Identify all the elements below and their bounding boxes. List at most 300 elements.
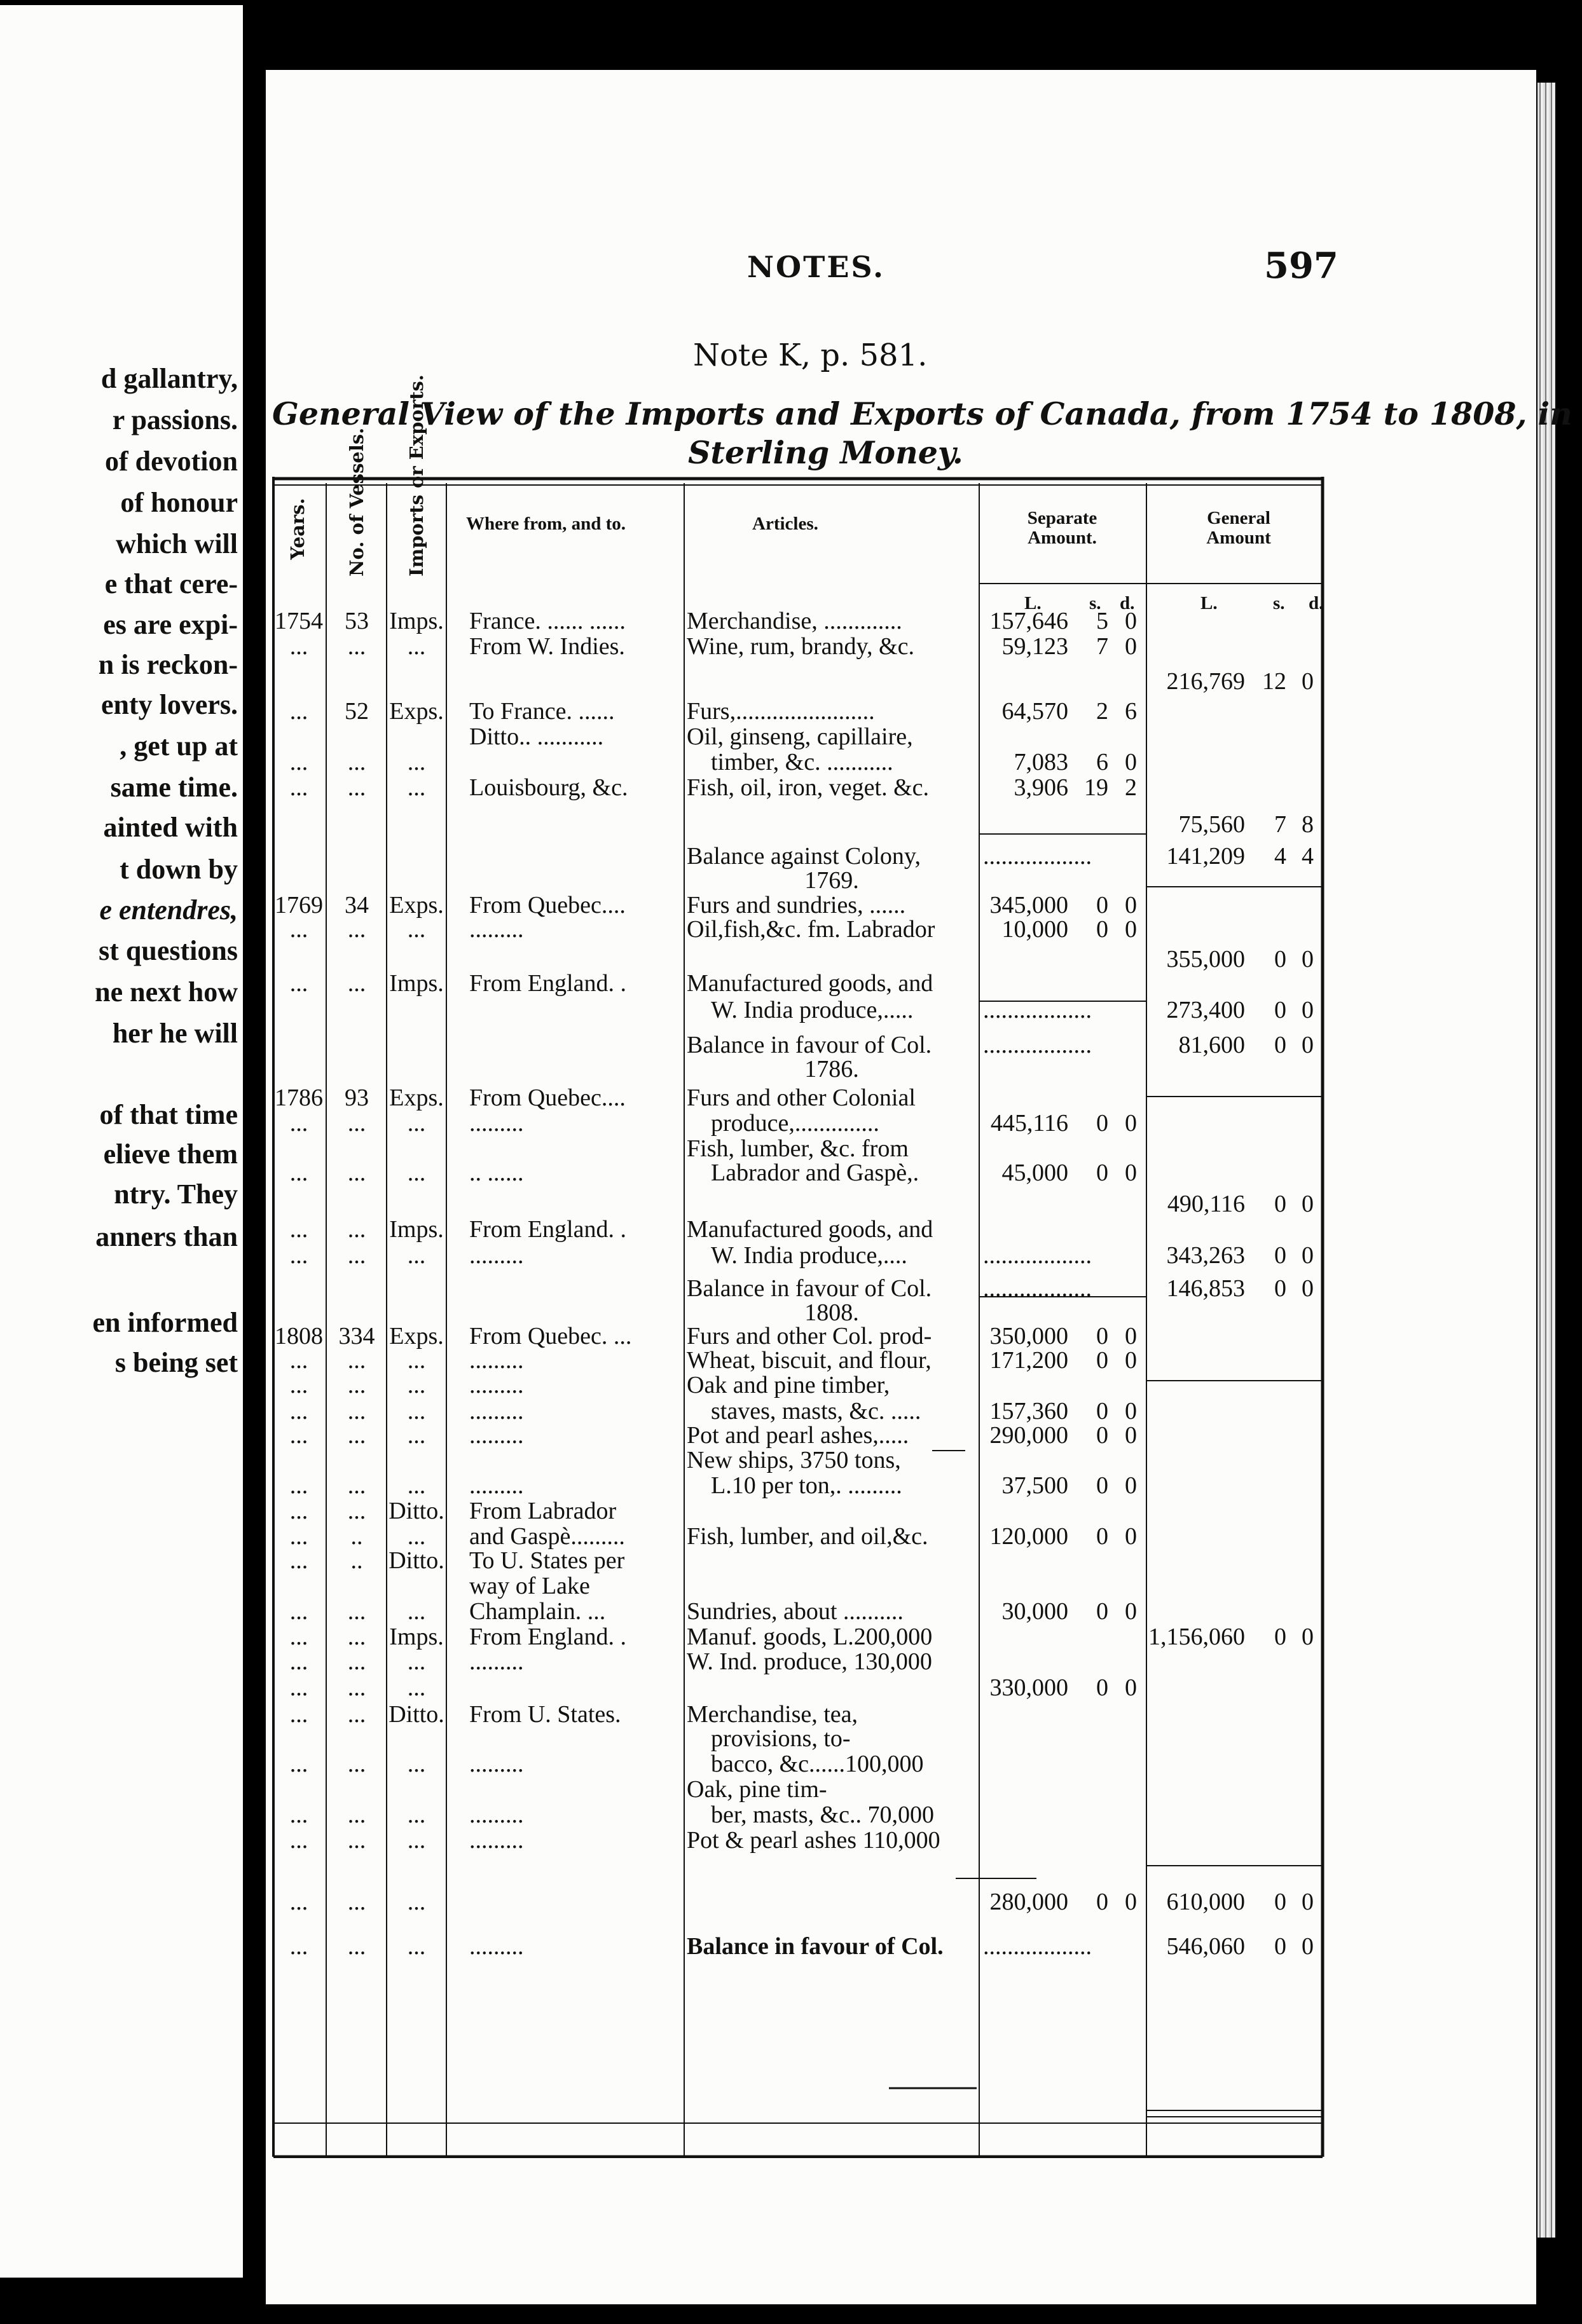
vessels-cell: ...	[347, 1674, 366, 1701]
general-shillings: 7	[1274, 811, 1286, 838]
year-cell: ...	[289, 1827, 308, 1854]
general-shillings: 0	[1274, 1275, 1286, 1302]
vessels-cell: 34	[345, 892, 369, 919]
imports-exports-cell: Imps.	[389, 970, 444, 997]
article-cell: Balance against Colony,	[687, 843, 921, 870]
where-cell: .........	[469, 1398, 524, 1425]
article-cell: Labrador and Gaspè,.	[711, 1159, 919, 1186]
imports-exports-cell: ...	[407, 1648, 426, 1675]
separate-pounds: 157,360	[989, 1398, 1068, 1425]
article-cell: Fish, oil, iron, veget. &c.	[687, 774, 930, 801]
general-shillings: 0	[1274, 1191, 1286, 1217]
left-page-line: st questions	[99, 935, 238, 966]
separate-pounds: 7,083	[1014, 749, 1068, 776]
separate-pence: 0	[1125, 1323, 1137, 1350]
general-shillings: 0	[1274, 1933, 1286, 1960]
vessels-cell: 93	[345, 1084, 369, 1111]
general-pounds: 146,853	[1166, 1275, 1245, 1302]
vessels-cell: ...	[347, 1372, 366, 1398]
separate-shillings: 0	[1096, 1347, 1108, 1374]
where-cell: .........	[469, 1347, 524, 1374]
vessels-cell: 53	[345, 608, 369, 634]
left-page-line: en informed	[92, 1307, 238, 1338]
where-cell: To U. States per	[469, 1547, 625, 1574]
article-cell: W. India produce,.....	[711, 997, 914, 1023]
separate-shillings: 0	[1096, 1674, 1108, 1701]
imports-exports-cell: ...	[407, 1674, 426, 1701]
separate-pounds: 350,000	[989, 1323, 1068, 1350]
year-cell: ...	[289, 1801, 308, 1828]
left-page-line: anners than	[95, 1221, 238, 1252]
where-cell: .. ......	[469, 1159, 524, 1186]
imports-exports-cell: Exps.	[389, 1084, 444, 1111]
left-page-line: of honour	[120, 487, 238, 518]
general-shillings: 0	[1274, 997, 1286, 1023]
article-cell: Furs,.......................	[687, 698, 875, 725]
imports-exports-cell: ...	[407, 1372, 426, 1398]
left-page-line: n is reckon-	[98, 649, 238, 680]
general-shillings: 0	[1274, 1889, 1286, 1915]
vessels-cell: ..	[350, 1523, 363, 1550]
left-page-line: , get up at	[120, 730, 238, 762]
where-cell: From Quebec....	[469, 1084, 626, 1111]
general-pence: 4	[1302, 843, 1314, 870]
general-shillings: 0	[1274, 1623, 1286, 1650]
vessels-cell: ...	[347, 970, 366, 997]
imports-exports-cell: ...	[407, 1242, 426, 1269]
year-cell: ...	[289, 1648, 308, 1675]
where-cell: .........	[469, 1472, 524, 1499]
article-cell: Oil,fish,&c. fm. Labrador	[687, 916, 935, 943]
year-cell: ...	[289, 1498, 308, 1524]
article-cell: Merchandise, .............	[687, 608, 902, 634]
general-pounds: 1,156,060	[1148, 1623, 1245, 1650]
article-cell: provisions, to-	[711, 1725, 851, 1752]
year-cell: 1769	[275, 892, 323, 919]
separate-pounds: 120,000	[989, 1523, 1068, 1550]
general-pence: 0	[1302, 997, 1314, 1023]
left-page-line: same time.	[110, 772, 238, 803]
separate-pence: 0	[1125, 1598, 1137, 1625]
imports-exports-cell: ...	[407, 1159, 426, 1186]
article-cell: L.10 per ton,. .........	[711, 1472, 902, 1499]
year-cell: ...	[289, 970, 308, 997]
separate-pence: 0	[1125, 1472, 1137, 1499]
vessels-cell: ...	[347, 1801, 366, 1828]
imports-exports-cell: Ditto.	[389, 1498, 444, 1524]
header-separate-amount: Separate Amount.	[1027, 508, 1097, 548]
where-cell: From U. States.	[469, 1701, 621, 1728]
imports-exports-cell: ...	[407, 1523, 426, 1550]
unit-shillings: s.	[1089, 593, 1101, 613]
separate-pence: 0	[1125, 633, 1137, 660]
general-pounds: 546,060	[1166, 1933, 1245, 1960]
where-cell: From England. .	[469, 1623, 626, 1650]
left-page-line: of devotion	[105, 446, 238, 477]
left-page-line: e that cere-	[104, 568, 238, 599]
separate-shillings: 0	[1096, 916, 1108, 943]
where-cell: From W. Indies.	[469, 633, 625, 660]
general-pounds: 610,000	[1166, 1889, 1245, 1915]
separate-pence: 0	[1125, 892, 1137, 919]
imports-exports-cell: ...	[407, 1827, 426, 1854]
where-cell: .........	[469, 1110, 524, 1137]
year-cell: ...	[289, 1110, 308, 1137]
leader-dots: ..................	[983, 1933, 1092, 1960]
article-cell: Manufactured goods, and	[687, 970, 933, 997]
year-subheading: 1808.	[804, 1299, 859, 1326]
separate-pence: 0	[1125, 1159, 1137, 1186]
separate-pence: 0	[1125, 1110, 1137, 1137]
imports-exports-cell: ...	[407, 1598, 426, 1625]
article-cell: Furs and sundries, ......	[687, 892, 906, 919]
general-pence: 0	[1302, 668, 1314, 695]
separate-shillings: 7	[1096, 633, 1108, 660]
article-cell: New ships, 3750 tons,	[687, 1447, 901, 1473]
year-cell: ...	[289, 916, 308, 943]
general-pence: 0	[1302, 946, 1314, 973]
left-page-line: d gallantry,	[100, 363, 238, 394]
general-pence: 8	[1302, 811, 1314, 838]
vessels-cell: ...	[347, 1498, 366, 1524]
left-page-line: es are expi-	[103, 609, 238, 640]
year-cell: ...	[289, 1523, 308, 1550]
where-cell: .........	[469, 1242, 524, 1269]
article-cell: Fish, lumber, and oil,&c.	[687, 1523, 928, 1550]
separate-pence: 2	[1125, 774, 1137, 801]
header-imports-exports	[406, 481, 427, 577]
general-pounds: 81,600	[1178, 1032, 1245, 1058]
year-cell: ...	[289, 1889, 308, 1915]
separate-shillings: 0	[1096, 1422, 1108, 1449]
article-cell: bacco, &c......100,000	[711, 1751, 924, 1777]
where-cell: Champlain. ...	[469, 1598, 606, 1625]
imports-exports-cell: Imps.	[389, 1216, 444, 1243]
separate-shillings: 0	[1096, 1110, 1108, 1137]
imports-exports-cell: ...	[407, 1751, 426, 1777]
left-page-line: which will	[116, 528, 238, 559]
imports-exports-cell: ...	[407, 1933, 426, 1960]
imports-exports-cell: Exps.	[389, 892, 444, 919]
separate-pounds: 171,200	[989, 1347, 1068, 1374]
vessels-cell: ...	[347, 916, 366, 943]
separate-pence: 0	[1125, 1347, 1137, 1374]
year-subheading: 1786.	[804, 1056, 859, 1083]
where-cell: and Gaspè.........	[469, 1523, 625, 1550]
note-reference: Note K, p. 581.	[693, 338, 928, 373]
where-cell: .........	[469, 1372, 524, 1398]
leader-dots: ..................	[983, 1032, 1092, 1058]
header-years: Years.	[287, 498, 308, 560]
imports-exports-cell: Imps.	[389, 1623, 444, 1650]
article-cell: Oak, pine tim-	[687, 1776, 827, 1803]
general-shillings: 12	[1262, 668, 1286, 695]
separate-pounds: 157,646	[989, 608, 1068, 634]
year-cell: ...	[289, 1547, 308, 1574]
vessels-cell: ...	[347, 1347, 366, 1374]
general-pence: 0	[1302, 1032, 1314, 1058]
article-cell: Oak and pine timber,	[687, 1372, 890, 1398]
leader-dots: ..................	[983, 843, 1092, 870]
unit-pence: d.	[1120, 593, 1135, 613]
separate-shillings: 19	[1084, 774, 1108, 801]
imports-exports-cell: ...	[407, 1801, 426, 1828]
general-pounds: 75,560	[1178, 811, 1245, 838]
separate-shillings: 0	[1096, 1159, 1108, 1186]
imports-exports-cell: ...	[407, 633, 426, 660]
left-page-line: t down by	[120, 854, 238, 885]
vessels-cell: ...	[347, 633, 366, 660]
separate-pence: 0	[1125, 1398, 1137, 1425]
general-pence: 0	[1302, 1242, 1314, 1269]
year-cell: ...	[289, 1933, 308, 1960]
article-cell: Sundries, about ..........	[687, 1598, 904, 1625]
header-where: Where from, and to.	[466, 514, 626, 534]
separate-pounds: 64,570	[1001, 698, 1068, 725]
where-cell: .........	[469, 1801, 524, 1828]
general-pence: 0	[1302, 1933, 1314, 1960]
year-cell: 1786	[275, 1084, 323, 1111]
vessels-cell: ...	[347, 1751, 366, 1777]
year-cell: 1808	[275, 1323, 323, 1350]
imports-exports-cell: Ditto.	[389, 1701, 444, 1728]
separate-pounds: 30,000	[1001, 1598, 1068, 1625]
separate-shillings: 0	[1096, 1398, 1108, 1425]
general-pounds: 141,209	[1166, 843, 1245, 870]
left-page-line: s being set	[114, 1347, 238, 1378]
article-cell: produce,..............	[711, 1110, 879, 1137]
vessels-cell: ...	[347, 1242, 366, 1269]
general-pence: 0	[1302, 1623, 1314, 1650]
separate-shillings: 0	[1096, 1472, 1108, 1499]
header-vessels: No. of Vessels.	[346, 427, 368, 577]
vessels-cell: ...	[347, 1398, 366, 1425]
leader-dots: ..................	[983, 1275, 1092, 1302]
separate-pounds: 330,000	[989, 1674, 1068, 1701]
vessels-cell: ...	[347, 1889, 366, 1915]
where-cell: To France. ......	[469, 698, 615, 725]
page-number: 597	[1264, 245, 1338, 287]
article-cell: Manufactured goods, and	[687, 1216, 933, 1243]
separate-pounds: 345,000	[989, 892, 1068, 919]
vessels-cell: ...	[347, 1623, 366, 1650]
left-page-line: ne next how	[95, 976, 238, 1008]
vessels-cell: ...	[347, 1110, 366, 1137]
separate-pounds: 290,000	[989, 1422, 1068, 1449]
where-cell: From England. .	[469, 1216, 626, 1243]
general-shillings: 0	[1274, 1242, 1286, 1269]
year-cell: ...	[289, 1623, 308, 1650]
where-cell: way of Lake	[469, 1573, 590, 1599]
separate-shillings: 2	[1096, 698, 1108, 725]
year-cell: ...	[289, 1347, 308, 1374]
where-cell: From England. .	[469, 970, 626, 997]
general-shillings: 4	[1274, 843, 1286, 870]
separate-shillings: 0	[1096, 1598, 1108, 1625]
left-page-line: her he will	[112, 1018, 238, 1049]
article-cell: Merchandise, tea,	[687, 1701, 858, 1728]
where-cell: Ditto.. ...........	[469, 723, 604, 750]
year-cell: ...	[289, 698, 308, 725]
year-cell: ...	[289, 1159, 308, 1186]
unit-pence: d.	[1309, 593, 1324, 613]
separate-pounds: 37,500	[1001, 1472, 1068, 1499]
separate-shillings: 0	[1096, 1323, 1108, 1350]
leader-dots: ..................	[983, 1242, 1092, 1269]
separate-shillings: 5	[1096, 608, 1108, 634]
where-cell: .........	[469, 1827, 524, 1854]
separate-pence: 0	[1125, 1422, 1137, 1449]
article-cell: Furs and other Colonial	[687, 1084, 916, 1111]
separate-shillings: 0	[1096, 1889, 1108, 1915]
imports-exports-cell: ...	[407, 1347, 426, 1374]
vessels-cell: ...	[347, 1216, 366, 1243]
vessels-cell: ..	[350, 1547, 363, 1574]
table-title-line-2: Sterling Money.	[688, 434, 963, 471]
separate-pounds: 59,123	[1001, 633, 1068, 660]
article-cell: Pot & pearl ashes 110,000	[687, 1827, 940, 1854]
where-cell: From Quebec....	[469, 892, 626, 919]
vessels-cell: ...	[347, 1159, 366, 1186]
separate-pence: 0	[1125, 1674, 1137, 1701]
vessels-cell: ...	[347, 1701, 366, 1728]
year-cell: ...	[289, 1674, 308, 1701]
separate-pence: 0	[1125, 916, 1137, 943]
vessels-cell: ...	[347, 774, 366, 801]
article-cell: Balance in favour of Col.	[687, 1933, 944, 1960]
year-cell: ...	[289, 1216, 308, 1243]
where-cell: France. ...... ......	[469, 608, 626, 634]
year-cell: ...	[289, 1372, 308, 1398]
where-cell: .........	[469, 1422, 524, 1449]
year-cell: ...	[289, 1751, 308, 1777]
table-title-line-1: General View of the Imports and Exports of Canada, from 1754 to 1808, in	[272, 395, 1572, 432]
general-shillings: 0	[1274, 946, 1286, 973]
year-cell: ...	[289, 1242, 308, 1269]
article-cell: Fish, lumber, &c. from	[687, 1135, 909, 1162]
year-cell: ...	[289, 1472, 308, 1499]
left-page-line: elieve them	[103, 1138, 238, 1170]
separate-pence: 0	[1125, 608, 1137, 634]
vessels-cell: ...	[347, 749, 366, 776]
article-cell: Oil, ginseng, capillaire,	[687, 723, 913, 750]
unit-pounds: L.	[1200, 593, 1218, 613]
vessels-cell: ...	[347, 1598, 366, 1625]
where-cell: From Quebec. ...	[469, 1323, 632, 1350]
vessels-cell: ...	[347, 1827, 366, 1854]
separate-shillings: 0	[1096, 1523, 1108, 1550]
year-cell: ...	[289, 774, 308, 801]
separate-pence: 0	[1125, 1889, 1137, 1915]
article-cell: Wheat, biscuit, and flour,	[687, 1347, 932, 1374]
imports-exports-cell: ...	[407, 1398, 426, 1425]
where-cell: .........	[469, 1933, 524, 1960]
where-cell: .........	[469, 916, 524, 943]
left-page-line: ainted with	[103, 812, 238, 843]
article-cell: Wine, rum, brandy, &c.	[687, 633, 914, 660]
unit-shillings: s.	[1273, 593, 1285, 613]
general-pounds: 273,400	[1166, 997, 1245, 1023]
article-cell: Furs and other Col. prod-	[687, 1323, 932, 1350]
header-articles: Articles.	[752, 514, 818, 534]
separate-pounds: 280,000	[989, 1889, 1068, 1915]
general-shillings: 0	[1274, 1032, 1286, 1058]
imports-exports-cell: ...	[407, 774, 426, 801]
imports-exports-cell: ...	[407, 1422, 426, 1449]
article-cell: Balance in favour of Col.	[687, 1275, 932, 1302]
separate-pounds: 3,906	[1014, 774, 1068, 801]
imports-exports-cell: Exps.	[389, 1323, 444, 1350]
year-cell: ...	[289, 1398, 308, 1425]
year-cell: 1754	[275, 608, 323, 634]
imports-exports-cell: Ditto.	[389, 1547, 444, 1574]
vessels-cell: ...	[347, 1648, 366, 1675]
article-cell: W. Ind. produce, 130,000	[687, 1648, 932, 1675]
where-cell: Louisbourg, &c.	[469, 774, 628, 801]
separate-pounds: 10,000	[1001, 916, 1068, 943]
header-general-amount: General Amount	[1206, 508, 1271, 548]
article-cell: timber, &c. ...........	[711, 749, 893, 776]
vessels-cell: 52	[345, 698, 369, 725]
article-cell: ber, masts, &c.. 70,000	[711, 1801, 934, 1828]
vessels-cell: 334	[338, 1323, 375, 1350]
left-page-text	[0, 0, 243, 2324]
year-cell: ...	[289, 633, 308, 660]
article-cell: Manuf. goods, L.200,000	[687, 1623, 933, 1650]
article-cell: staves, masts, &c. .....	[711, 1398, 921, 1425]
year-cell: ...	[289, 1422, 308, 1449]
general-pounds: 355,000	[1166, 946, 1245, 973]
where-cell: .........	[469, 1751, 524, 1777]
left-page-line: ntry. They	[114, 1179, 238, 1210]
general-pounds: 490,116	[1167, 1191, 1245, 1217]
separate-pence: 6	[1125, 698, 1137, 725]
imports-exports-cell: Exps.	[389, 698, 444, 725]
separate-shillings: 0	[1096, 892, 1108, 919]
leader-dots: ..................	[983, 997, 1092, 1023]
where-cell: .........	[469, 1648, 524, 1675]
running-head: NOTES.	[747, 250, 886, 284]
left-page-line: r passions.	[112, 404, 238, 435]
article-cell: Pot and pearl ashes,.....	[687, 1422, 909, 1449]
unit-pounds: L.	[1024, 593, 1042, 613]
article-cell: Balance in favour of Col.	[687, 1032, 932, 1058]
separate-pence: 0	[1125, 1523, 1137, 1550]
separate-pounds: 445,116	[990, 1110, 1068, 1137]
year-subheading: 1769.	[804, 867, 859, 894]
general-pounds: 343,263	[1166, 1242, 1245, 1269]
vessels-cell: ...	[347, 1422, 366, 1449]
imports-exports-cell: ...	[407, 1110, 426, 1137]
where-cell: From Labrador	[469, 1498, 617, 1524]
imports-exports-cell: ...	[407, 1472, 426, 1499]
left-page-line: of that time	[99, 1099, 238, 1130]
general-pence: 0	[1302, 1889, 1314, 1915]
left-page-line: enty lovers.	[100, 689, 238, 720]
article-cell: W. India produce,....	[711, 1242, 907, 1269]
separate-pence: 0	[1125, 749, 1137, 776]
separate-shillings: 6	[1096, 749, 1108, 776]
vessels-cell: ...	[347, 1933, 366, 1960]
separate-pounds: 45,000	[1001, 1159, 1068, 1186]
general-pounds: 216,769	[1166, 668, 1245, 695]
general-pence: 0	[1302, 1191, 1314, 1217]
year-cell: ...	[289, 1598, 308, 1625]
year-cell: ...	[289, 749, 308, 776]
imports-exports-cell: Imps.	[389, 608, 444, 634]
vessels-cell: ...	[347, 1472, 366, 1499]
year-cell: ...	[289, 1701, 308, 1728]
